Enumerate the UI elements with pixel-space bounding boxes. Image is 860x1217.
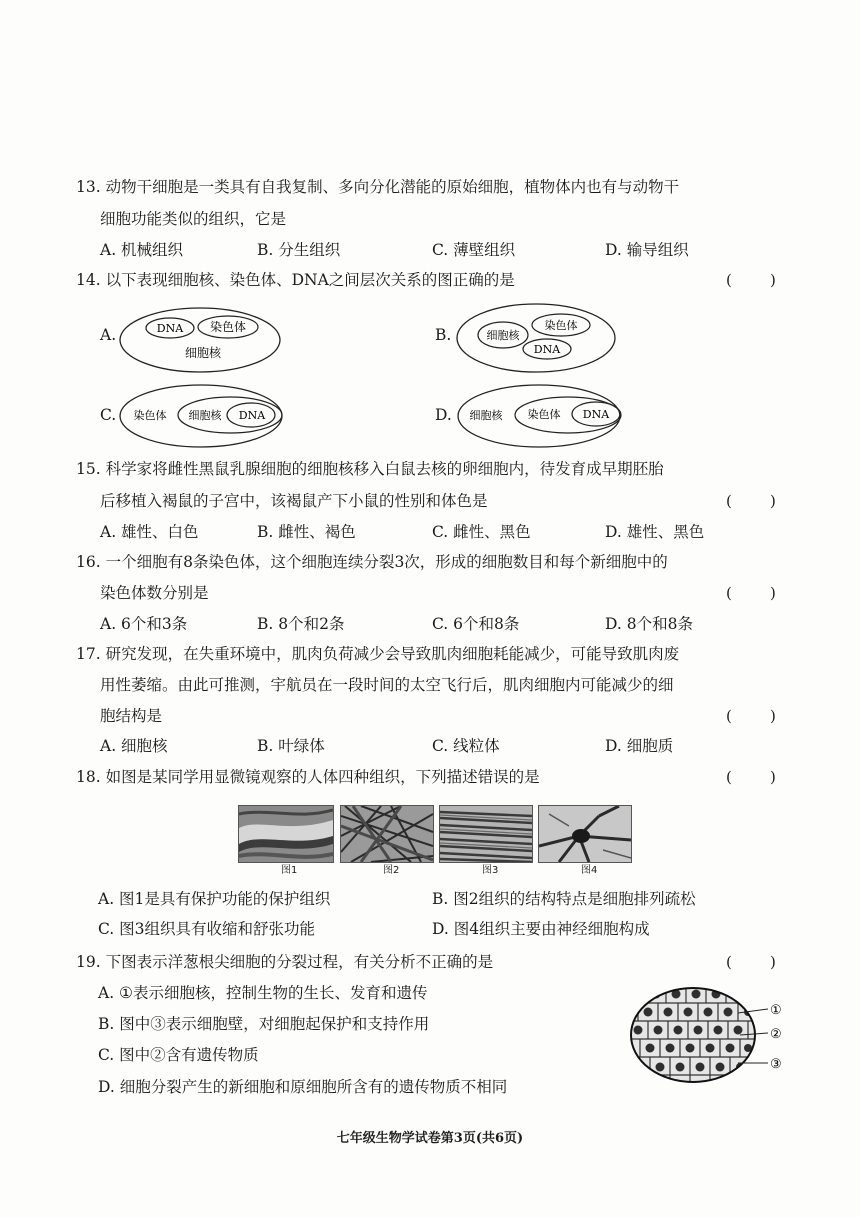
q15-option-a: A. 雄性、白色 — [100, 523, 199, 541]
q18-option-b: B. 图2组织的结构特点是细胞排列疏松 — [432, 890, 696, 908]
q16-option-a: A. 6个和3条 — [100, 615, 188, 633]
q14-d-label: D. — [435, 406, 452, 424]
q13-option-b: B. 分生组织 — [257, 241, 341, 259]
q19-answer-paren: ( ) — [726, 953, 776, 971]
q14-d-diagram — [456, 383, 622, 449]
q19-onion-root-tip-diagram — [628, 985, 793, 1085]
q17-option-d: D. 细胞质 — [605, 737, 674, 755]
q17-option-b: B. 叶绿体 — [257, 737, 325, 755]
q14-answer-paren: ( ) — [726, 271, 776, 289]
page-footer: 七年级生物学试卷第3页(共6页) — [336, 1131, 524, 1146]
q14-c-nucleus-text: 细胞核 — [188, 409, 222, 422]
q18-caption-1: 图1 — [281, 865, 298, 876]
q14-d-chromosome-text: 染色体 — [527, 408, 561, 421]
q14-b-diagram — [455, 302, 617, 374]
q15-answer-paren: ( ) — [726, 492, 776, 510]
q14-d-dna-text: DNA — [582, 408, 610, 421]
q16-stem-line2: 染色体数分别是 — [100, 584, 209, 602]
q18-answer-paren: ( ) — [726, 768, 776, 786]
q13-stem-line2: 细胞功能类似的组织，它是 — [100, 210, 287, 228]
q19-option-b: B. 图中③表示细胞壁，对细胞起保护和支持作用 — [98, 1015, 430, 1033]
q19-stem: 19. 下图表示洋葱根尖细胞的分裂过程，有关分析不正确的是 — [76, 953, 494, 971]
q13-option-d: D. 输导组织 — [605, 241, 689, 259]
q15-stem-line1: 15. 科学家将雌性黑鼠乳腺细胞的细胞核移入白鼠去核的卵细胞内，待发育成早期胚胎 — [76, 460, 664, 478]
q16-stem-line1: 16. 一个细胞有8条染色体，这个细胞连续分裂3次，形成的细胞数目和每个新细胞中的 — [76, 553, 668, 571]
q16-option-d: D. 8个和8条 — [605, 615, 693, 633]
q14-a-diagram — [118, 306, 282, 374]
q19-marker-3: ③ — [770, 1057, 782, 1072]
q14-c-label: C. — [100, 406, 117, 424]
q18-caption-2: 图2 — [383, 865, 400, 876]
q18-caption-3: 图3 — [482, 865, 499, 876]
q14-b-label: B. — [435, 326, 452, 344]
q14-c-diagram — [118, 383, 284, 449]
q16-option-c: C. 6个和8条 — [432, 615, 520, 633]
q13-option-c: C. 薄壁组织 — [432, 241, 516, 259]
q14-stem: 14. 以下表现细胞核、染色体、DNA之间层次关系的图正确的是 — [76, 271, 515, 289]
q14-b-nucleus-text: 细胞核 — [486, 329, 520, 342]
q17-option-a: A. 细胞核 — [100, 737, 168, 755]
q18-option-a: A. 图1是具有保护功能的保护组织 — [98, 890, 331, 908]
q14-c-chromosome-text: 染色体 — [133, 409, 167, 422]
q19-marker-2: ② — [770, 1027, 782, 1042]
q14-a-chromosome-text: 染色体 — [209, 320, 247, 334]
q15-option-b: B. 雌性、褐色 — [257, 523, 356, 541]
q18-figure2-connective-image — [340, 805, 434, 863]
q18-figure4-nerve-image — [538, 805, 632, 863]
q13-stem-line1: 13. 动物干细胞是一类具有自我复制、多向分化潜能的原始细胞，植物体内也有与动物干 — [76, 178, 680, 196]
q19-option-d: D. 细胞分裂产生的新细胞和原细胞所含有的遗传物质不相同 — [98, 1078, 508, 1096]
q18-option-d: D. 图4组织主要由神经细胞构成 — [432, 920, 650, 938]
q15-option-d: D. 雄性、黑色 — [605, 523, 705, 541]
q18-caption-4: 图4 — [581, 865, 598, 876]
q19-option-c: C. 图中②含有遗传物质 — [98, 1046, 259, 1064]
q19-marker-1: ① — [770, 1003, 782, 1018]
q18-figure1-epithelial-image — [238, 805, 334, 863]
q14-d-nucleus-text: 细胞核 — [469, 409, 503, 422]
q15-option-c: C. 雌性、黑色 — [432, 523, 531, 541]
q14-a-nucleus-text: 细胞核 — [184, 346, 222, 360]
q18-option-c: C. 图3组织具有收缩和舒张功能 — [98, 920, 316, 938]
q14-a-label: A. — [100, 326, 117, 344]
q17-stem-line1: 17. 研究发现，在失重环境中，肌肉负荷减少会导致肌肉细胞耗能减少，可能导致肌肉废 — [76, 645, 680, 663]
q17-option-c: C. 线粒体 — [432, 737, 500, 755]
q14-b-chromosome-text: 染色体 — [544, 319, 578, 332]
q16-option-b: B. 8个和2条 — [257, 615, 345, 633]
q17-answer-paren: ( ) — [726, 707, 776, 725]
q18-stem: 18. 如图是某同学用显微镜观察的人体四种组织，下列描述错误的是 — [76, 768, 540, 786]
q16-answer-paren: ( ) — [726, 584, 776, 602]
q14-c-dna-text: DNA — [238, 409, 266, 422]
q18-figure3-muscle-image — [439, 805, 533, 863]
q13-option-a: A. 机械组织 — [100, 241, 184, 259]
q14-b-dna-text: DNA — [533, 343, 561, 356]
q19-option-a: A. ①表示细胞核，控制生物的生长、发育和遗传 — [98, 984, 428, 1002]
q15-stem-line2: 后移植入褐鼠的子宫中，该褐鼠产下小鼠的性别和体色是 — [100, 492, 488, 510]
q17-stem-line2: 用性萎缩。由此可推测，宇航员在一段时间的太空飞行后，肌肉细胞内可能减少的细 — [100, 676, 674, 694]
q14-a-dna-text: DNA — [156, 322, 184, 335]
q17-stem-line3: 胞结构是 — [100, 707, 163, 725]
